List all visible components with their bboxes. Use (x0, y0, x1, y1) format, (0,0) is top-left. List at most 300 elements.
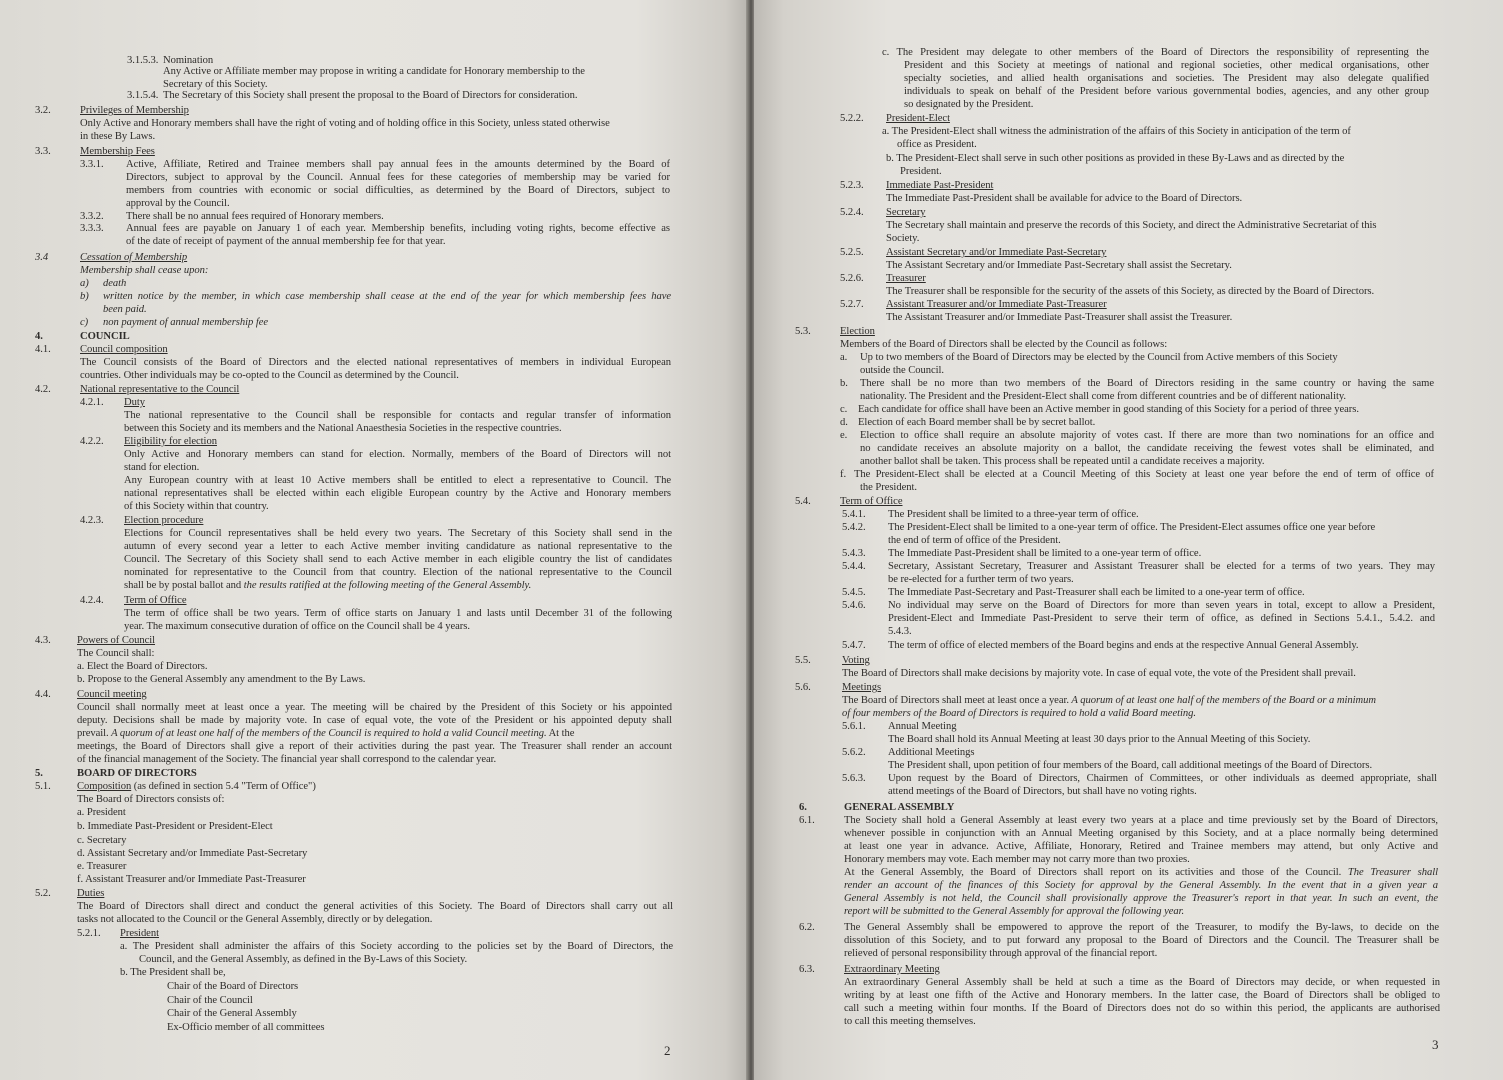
line-text: At the General Assembly, the Board of Directors shall report on its activities and those of the Council. (844, 867, 1342, 878)
line-text: Up to two members of the Board of Directors may be elected by the Council from Active members of this Society (860, 352, 1338, 363)
text-line (888, 612, 1435, 625)
text-line (77, 834, 126, 847)
text-line (80, 264, 208, 277)
text-line (77, 740, 672, 753)
line-text: of four members of the Board of Directors is required to hold a valid Board meeting. (842, 708, 1196, 719)
text-line (840, 338, 1167, 351)
text-line (126, 171, 670, 184)
line-text: Election procedure (124, 515, 204, 526)
line-text: a. The President shall administer the affairs of this Society according to the policies set by the Board of Directors, the (120, 941, 673, 952)
line-text: individuals to speak on behalf of the President before various governmental bodies, agencies, and any other group (904, 86, 1429, 97)
clause-number: d. (840, 417, 848, 428)
clause-number: 3.2. (35, 105, 51, 116)
text-line (126, 197, 230, 210)
line-text: Election of each Board member shall be by secret ballot. (858, 417, 1096, 428)
line-text: The national representative to the Council shall be responsible for contacts and regular transfer of information (124, 410, 671, 421)
line-text: The Treasurer shall be responsible for the security of the assets of this Society, as directed by the Board of Directors. (886, 286, 1375, 297)
line-text-tail: At the (546, 728, 575, 739)
line-text: Secretary of this Society. (163, 79, 268, 90)
line-text: Chair of the General Assembly (167, 1008, 297, 1019)
text-line (844, 866, 1438, 879)
clause-number: 5.4.2. (842, 522, 866, 533)
text-line (886, 232, 919, 245)
text-line (103, 316, 268, 329)
text-line (124, 474, 671, 487)
line-text: specialty societies, and allied health organisations and societies. The President may also delegate qualified (904, 73, 1429, 84)
section-heading (886, 246, 1106, 259)
text-line (80, 369, 459, 382)
line-text: b. The President-Elect shall serve in such other positions as provided in these By-Laws and as directed by the (886, 153, 1345, 164)
line-text: Powers of Council (77, 635, 156, 646)
text-line (77, 847, 307, 860)
line-text: Upon request by the Board of Directors, Chairmen of Committees, or other individuals as deemed appropriate, shall (888, 773, 1437, 784)
line-text: President-Elect and Immediate Past-President to serve their term of office, as defined in Sections 5.4.1., 5.4.2. and (888, 613, 1435, 624)
text-line (844, 892, 1438, 905)
section-heading (77, 887, 104, 900)
line-text: written notice by the member, in which case membership shall cease at the end of the year for which membership fees have (103, 291, 671, 302)
line-text: national representatives shall be elected within each eligible European country by the Active and Honorary members (124, 488, 671, 499)
page-number: 2 (664, 1043, 671, 1058)
text-line (77, 873, 306, 886)
line-text: Council meeting (77, 689, 147, 700)
text-line (126, 222, 670, 235)
text-line (77, 913, 432, 926)
clause-number: 3.4 (35, 252, 49, 263)
text-line (882, 46, 1429, 59)
clause-number: 5.2. (35, 888, 51, 899)
text-line (844, 947, 1157, 960)
line-text: National representative to the Council (80, 384, 240, 395)
line-text: Secretary, Assistant Secretary, Treasurer and Assistant Treasurer shall be elected for a terms of two years. They may (888, 561, 1435, 572)
clause-number: 4.2.1. (80, 397, 104, 408)
line-text: a. The President-Elect shall witness the administration of the affairs of this Society in anticipation of the term of (882, 126, 1351, 137)
clause-number: c) (80, 317, 89, 328)
clause-number: 6.2. (799, 922, 815, 933)
text-line (888, 547, 1201, 560)
line-text: Active, Affiliate, Retired and Trainee members shall pay annual fees in the amounts determined by the Board of (126, 159, 670, 170)
text-line (888, 625, 912, 638)
line-text: Each candidate for office shall have been an Active member in good standing of this Society for a period of three years. (858, 404, 1359, 415)
line-text: Council composition (80, 344, 168, 355)
line-text: countries. Other individuals may be co-opted to the Council as determined by the Council. (80, 370, 459, 381)
text-line (882, 125, 1351, 138)
line-text: to call this meeting themselves. (844, 1016, 976, 1027)
text-line (888, 586, 1305, 599)
text-line (167, 1007, 297, 1020)
text-line (844, 1002, 1440, 1015)
text-line (80, 117, 610, 130)
line-text: The Immediate Past-Secretary and Past-Treasurer shall each be limited to a one-year term of office. (888, 587, 1305, 598)
line-text: another ballot shall be taken. This process shall be repeated until a candidate receives a majority. (860, 456, 1265, 467)
line-text: The Council shall: (77, 648, 155, 659)
line-text: Society. (886, 233, 920, 244)
line-text: Any European country with at least 10 Active members shall be entitled to elect a representative to Council. The (124, 475, 671, 486)
clause-number: 5.2.5. (840, 247, 864, 258)
section-heading (842, 681, 881, 694)
section-heading (886, 112, 950, 125)
line-text: Voting (842, 655, 870, 666)
text-line (888, 746, 974, 759)
section-heading (886, 206, 926, 219)
text-line (897, 138, 977, 151)
clause-number: 6.1. (799, 815, 815, 826)
text-line (167, 980, 298, 993)
line-text: The term of office of elected members of the Board begins and ends at the respective Annual General Assembly. (888, 640, 1359, 651)
line-text: The Board of Directors shall make decisions by majority vote. In case of equal vote, the vote of the President shall prevail. (842, 668, 1356, 679)
line-text: autumn of every second year a letter to each Active member inviting candidature as national representative to the (124, 541, 672, 552)
text-line (888, 772, 1437, 785)
line-text: Term of Office (124, 595, 187, 606)
line-text: The Immediate Past-President shall be available for advice to the Board of Directors. (886, 193, 1243, 204)
text-line (124, 500, 269, 513)
line-text: be re-elected for a further term of two years. (888, 574, 1074, 585)
line-text: Council. The Secretary of this Society shall send to each Active member in each eligible country the list of candidates (124, 554, 672, 565)
line-text: deputy. Decisions shall be made by majority vote. In case of equal vote, the vote of the President or his appointed deputy shall (77, 715, 672, 726)
text-line (126, 158, 670, 171)
text-line (124, 422, 562, 435)
clause-number: b) (80, 291, 89, 302)
line-text: Composition (77, 781, 132, 792)
text-line (844, 976, 1440, 989)
text-line (124, 527, 672, 540)
line-text: The Assistant Secretary and/or Immediate Past-Secretary shall assist the Secretary. (886, 260, 1232, 271)
text-line (77, 860, 126, 873)
line-text: Cessation of Membership (80, 252, 188, 263)
text-line (77, 701, 672, 714)
section-heading (77, 634, 155, 647)
line-text: The General Assembly shall be empowered to approve the report of the Treasurer, to modify the By-laws, to decide on the (844, 922, 1439, 933)
clause-number: 4.2.3. (80, 515, 104, 526)
line-text: Only Active and Honorary members shall have the right of voting and of holding office in this Society, unless stated otherwise (80, 118, 610, 129)
clause-number: 3.1.5.3. (127, 55, 159, 66)
text-line (888, 720, 956, 733)
section-heading (840, 325, 875, 338)
clause-number: 3.3.3. (80, 223, 104, 234)
text-line (167, 994, 253, 1007)
section-heading (886, 272, 926, 285)
line-text: nationality. The President and the President-Elect shall come from different countries and be of different nationality. (860, 391, 1347, 402)
line-text: Meetings (842, 682, 882, 693)
text-line (888, 508, 1139, 521)
line-text: The Assistant Treasurer and/or Immediate Past-Treasurer shall assist the Treasurer. (886, 312, 1233, 323)
text-line (163, 65, 585, 78)
text-line (77, 900, 673, 913)
clause-number: 5.4. (795, 496, 811, 507)
line-text: Eligibility for election (124, 436, 217, 447)
text-line (844, 814, 1438, 827)
line-text: the end of term of office of the President. (888, 535, 1061, 546)
section-heading (80, 104, 189, 117)
line-text: Members of the Board of Directors shall be elected by the Council as follows: (840, 339, 1168, 350)
line-text: of the date of receipt of payment of the annual membership fee for that year. (126, 236, 446, 247)
text-line (888, 759, 1372, 772)
line-text: so designated by the President. (904, 99, 1034, 110)
text-line (888, 733, 1310, 746)
line-text: no candidate receives an absolute majority on a ballot, the candidate receiving the fewest votes shall be eliminated, and (860, 443, 1434, 454)
clause-number: e. (840, 430, 848, 441)
section-heading (80, 145, 155, 158)
text-line (904, 98, 1033, 111)
text-line (888, 534, 1061, 547)
line-text: Privileges of Membership (80, 105, 189, 116)
line-text: attend meetings of the Board of Directors, but shall have no voting rights. (888, 786, 1197, 797)
clause-number: 5.2.3. (840, 180, 864, 191)
section-heading (80, 251, 187, 264)
text-line (900, 165, 942, 178)
section-heading (886, 179, 993, 192)
text-line (124, 620, 470, 633)
line-text: The Immediate Past-President shall be limited to a one-year term of office. (888, 548, 1202, 559)
line-text: Honorary members may vote. Each member may not carry more than two proxies. (844, 854, 1190, 865)
line-text: been paid. (103, 304, 147, 315)
line-text: members from countries with economic or social difficulties, as determined by the Board of Directors, subject to (126, 185, 670, 196)
text-line (858, 416, 1095, 429)
line-text: The President-Elect shall be elected at a Council Meeting of this Society at least one year before the end of term of office of (854, 469, 1434, 480)
line-text: Nomination (163, 55, 214, 66)
clause-number: 4.3. (35, 635, 51, 646)
line-text: President. (900, 166, 942, 177)
line-text: approval by the Council. (126, 198, 230, 209)
text-line (77, 660, 207, 673)
line-text: Duties (77, 888, 105, 899)
line-text: prevail. (77, 728, 109, 739)
line-text: meetings, the Board of Directors shall give a report of their activities during the past year. The Treasurer shall render an account (77, 741, 672, 752)
line-text: between this Society and its members and the National Anaesthesia Societies in the respective countries. (124, 423, 562, 434)
clause-number: 5.4.5. (842, 587, 866, 598)
text-line (886, 192, 1242, 205)
clause-number: c. (840, 404, 848, 415)
clause-number: a. (840, 352, 848, 363)
text-line (844, 1015, 976, 1028)
line-text: Secretary (886, 207, 926, 218)
line-text-italic: The Treasurer shall (1341, 867, 1438, 878)
line-text: Annual fees are payable on January 1 of each year. Membership benefits, including voting rights, become effective as (126, 223, 670, 234)
line-text: report will be submitted to the General Assembly for approval the following year. (844, 906, 1185, 917)
line-text: e. Treasurer (77, 861, 127, 872)
clause-number: 6.3. (799, 964, 815, 975)
text-line (124, 487, 671, 500)
text-line (886, 259, 1232, 272)
clause-number: 4. (35, 331, 43, 342)
text-line (888, 521, 1375, 534)
text-line (844, 801, 954, 814)
text-line (163, 89, 577, 102)
text-line (844, 989, 1440, 1002)
text-line (860, 481, 917, 494)
line-text: Ex-Officio member of all committees (167, 1022, 325, 1033)
line-text: Extraordinary Meeting (844, 964, 940, 975)
line-text: dissolution of this Society, and to put forward any proposal to the Board of Directors and the Council. The Treasurer shall be (844, 935, 1439, 946)
text-line (888, 599, 1435, 612)
text-line (860, 390, 1346, 403)
line-text: b. Immediate Past-President or President-Elect (77, 821, 273, 832)
clause-number: 5.1. (35, 781, 51, 792)
section-heading (124, 594, 187, 607)
line-text: b. The President shall be, (120, 967, 226, 978)
text-line (124, 540, 672, 553)
line-text: Assistant Treasurer and/or Immediate Past-Treasurer (886, 299, 1107, 310)
text-line (886, 152, 1344, 165)
document-page-right (754, 0, 1503, 1080)
clause-number: 3.3.1. (80, 159, 104, 170)
line-text: a. Elect the Board of Directors. (77, 661, 208, 672)
clause-number: 5.4.3. (842, 548, 866, 559)
line-text: Directors, subject to approval by the Council. Annual fees for these categories of membership may be varied for (126, 172, 670, 183)
clause-number: 4.1. (35, 344, 51, 355)
line-text: b. Propose to the General Assembly any amendment to the By Laws. (77, 674, 366, 685)
text-line (103, 277, 126, 290)
line-text-italic: A quorum of at least one half of the members of the Board or a minimum (1068, 695, 1376, 706)
text-line (103, 303, 147, 316)
text-line (860, 377, 1434, 390)
line-text: The Secretary shall maintain and preserve the records of this Society, and direct the Administrative Secretariat of this (886, 220, 1377, 231)
line-text-italic: A quorum of at least one half of the members of the Council is required to hold a valid Council meeting. (108, 728, 547, 739)
text-line (77, 727, 574, 740)
text-line (860, 455, 1264, 468)
section-heading (842, 654, 870, 667)
text-line (886, 219, 1376, 232)
clause-number: 5.2.4. (840, 207, 864, 218)
line-text: Only Active and Honorary members can stand for election. Normally, members of the Board of Directors will not (124, 449, 671, 460)
line-text: nominated for representative to the Council from that country. Election of the national representative to the Council (124, 567, 672, 578)
line-text: Treasurer (886, 273, 926, 284)
text-line (167, 1021, 325, 1034)
section-heading (886, 298, 1107, 311)
line-text: Term of Office (840, 496, 903, 507)
text-line (842, 667, 1356, 680)
line-text: whenever possible in conjunction with an Annual Meeting organised by this Society, and at a place normally being determined (844, 828, 1438, 839)
line-text: c. Secretary (77, 835, 127, 846)
text-line (124, 566, 672, 579)
text-line (842, 694, 1376, 707)
section-heading (77, 688, 147, 701)
text-line (904, 72, 1429, 85)
clause-number: 5.5. (795, 655, 811, 666)
line-text: the President. (860, 482, 917, 493)
section-heading (77, 780, 316, 793)
line-text: render an account of the finances of this Society for approval by the General Assembly. In the event that in a given year a (844, 880, 1438, 891)
line-text: 5.4.3. (888, 626, 912, 637)
line-text: Council shall normally meet at least once a year. The meeting will be chaired by the President of this Society or his appointed (77, 702, 672, 713)
text-line (844, 905, 1184, 918)
text-line (120, 966, 226, 979)
clause-number: 5.4.4. (842, 561, 866, 572)
section-heading (80, 343, 168, 356)
line-text: year. The maximum consecutive duration of office on the Council shall be 4 years. (124, 621, 470, 632)
line-text: The Board of Directors shall direct and conduct the general activities of this Society. The Board of Directors shall carry out all (77, 901, 673, 912)
text-line (124, 409, 671, 422)
text-line (103, 290, 671, 303)
section-heading (124, 435, 217, 448)
clause-number: 4.2.2. (80, 436, 104, 447)
line-text: f. Assistant Treasurer and/or Immediate Past-Treasurer (77, 874, 306, 885)
line-text: c. The President may delegate to other members of the Board of Directors the responsibility of representing the (882, 47, 1429, 58)
line-text: Duty (124, 397, 145, 408)
line-text: Assistant Secretary and/or Immediate Past-Secretary (886, 247, 1107, 258)
line-text: There shall be no annual fees required of Honorary members. (126, 211, 384, 222)
line-text: outside the Council. (860, 365, 945, 376)
line-text: Additional Meetings (888, 747, 975, 758)
text-line (80, 330, 130, 343)
text-line (77, 753, 496, 766)
line-text: at least one year in advance. Active, Affiliate, Honorary, Retired and Trainee members may attend, but only Active and (844, 841, 1438, 852)
text-line (844, 840, 1438, 853)
text-line (124, 607, 672, 620)
line-text: The Secretary of this Society shall present the proposal to the Board of Directors for consideration. (163, 90, 578, 101)
text-line (888, 785, 1197, 798)
text-line (888, 573, 1074, 586)
text-line (858, 403, 1359, 416)
line-text: shall be by postal ballot and (124, 580, 242, 591)
clause-number: 3.1.5.4. (127, 90, 159, 101)
text-line (888, 639, 1359, 652)
text-line (860, 442, 1434, 455)
text-line (126, 184, 670, 197)
section-heading (840, 495, 903, 508)
line-text: Annual Meeting (888, 721, 957, 732)
line-text: President (120, 928, 159, 939)
line-text: Council, and the General Assembly, as defined in the By-Laws of this Society. (139, 954, 468, 965)
clause-number: 5.2.1. (77, 928, 101, 939)
line-text: office as President. (897, 139, 977, 150)
document-page-left (0, 0, 748, 1080)
text-line (860, 364, 944, 377)
clause-number: 5.6. (795, 682, 811, 693)
clause-number: 5.2.7. (840, 299, 864, 310)
line-text: a. President (77, 807, 126, 818)
page-number: 3 (1432, 1037, 1439, 1052)
clause-number: 4.4. (35, 689, 51, 700)
line-text: The Council consists of the Board of Directors and the elected national representatives of members in individual European (80, 357, 671, 368)
text-line (77, 806, 126, 819)
text-line (124, 553, 672, 566)
clause-number: 4.2. (35, 384, 51, 395)
line-text: relieved of personal responsibility through approval of the financial report. (844, 948, 1158, 959)
line-text: non payment of annual membership fee (103, 317, 269, 328)
line-text: The Board of Directors consists of: (77, 794, 225, 805)
clause-number: b. (840, 378, 848, 389)
clause-number: 5.6.3. (842, 773, 866, 784)
clause-number: 5.6.1. (842, 721, 866, 732)
clause-number: 5.4.6. (842, 600, 866, 611)
line-text: Immediate Past-President (886, 180, 994, 191)
clause-number: 5.4.7. (842, 640, 866, 651)
line-text: The Society shall hold a General Assembly at least every two years at a place and time previously set by the Board of Directors, (844, 815, 1438, 826)
clause-number: 5.2.2. (840, 113, 864, 124)
line-text: BOARD OF DIRECTORS (77, 768, 197, 779)
text-line (844, 921, 1439, 934)
line-text: death (103, 278, 127, 289)
line-text: The President-Elect shall be limited to a one-year term of office. The President-Elect assumes office one year before (888, 522, 1376, 533)
clause-number: 5. (35, 768, 43, 779)
text-line (860, 351, 1338, 364)
text-line (886, 285, 1374, 298)
text-line (124, 448, 671, 461)
line-text: GENERAL ASSEMBLY (844, 802, 955, 813)
line-text: An extraordinary General Assembly shall be held at such a time as the Board of Directors may decide, or when requested in (844, 977, 1440, 988)
clause-number: 5.2.6. (840, 273, 864, 284)
clause-number: 3.3.2. (80, 211, 104, 222)
text-line (904, 85, 1429, 98)
text-line (77, 820, 273, 833)
line-text: The President shall be limited to a three-year term of office. (888, 509, 1139, 520)
text-line (77, 793, 224, 806)
text-line (124, 461, 199, 474)
section-heading (80, 383, 239, 396)
line-text-tail: (as defined in section 5.4 "Term of Office") (131, 781, 316, 792)
line-text-italic: the results ratified at the following meeting of the General Assembly. (241, 580, 532, 591)
clause-number: a) (80, 278, 89, 289)
